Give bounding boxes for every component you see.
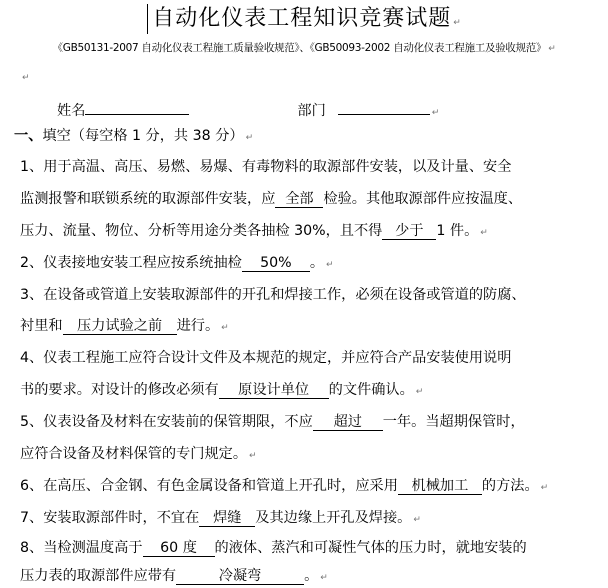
paragraph-mark-icon: ↵ bbox=[540, 483, 549, 493]
paragraph-mark-icon: ↵ bbox=[548, 44, 556, 54]
answer-blank: 焊缝 bbox=[199, 508, 255, 527]
answer-blank: 50% bbox=[242, 253, 310, 272]
question-text: 压力表的取源部件应带有 bbox=[20, 568, 177, 584]
question-text: 书的要求。对设计的修改必须有 bbox=[20, 382, 219, 398]
question-5-line-1 bbox=[20, 412, 600, 432]
paragraph-mark-icon: ↵ bbox=[245, 133, 254, 143]
question-7 bbox=[20, 508, 600, 530]
section-heading bbox=[14, 126, 600, 148]
question-4-line-1 bbox=[20, 348, 600, 368]
question-3-line-2 bbox=[20, 316, 600, 338]
question-text: 的方法。 bbox=[481, 478, 539, 494]
question-1-line-1 bbox=[20, 157, 600, 177]
question-2 bbox=[20, 253, 600, 275]
answer-blank: 原设计单位 bbox=[219, 380, 329, 399]
name-field[interactable] bbox=[85, 96, 189, 115]
question-1-line-2 bbox=[20, 189, 600, 209]
question-1-line-3 bbox=[20, 221, 600, 243]
section-number: 一、 bbox=[14, 128, 43, 144]
question-text: 的文件确认。 bbox=[328, 382, 414, 398]
question-3-line-1 bbox=[20, 285, 600, 305]
question-text: 4、仪表工程施工应符合设计文件及本规范的规定，并应符合产品安装使用说明 bbox=[20, 350, 512, 366]
question-text: 进行。 bbox=[176, 318, 220, 334]
title-block bbox=[0, 4, 608, 34]
question-text: 监测报警和联锁系统的取源部件安装，应 bbox=[20, 191, 276, 207]
answer-blank: 少于 bbox=[382, 221, 436, 240]
answer-blank: 全部 bbox=[275, 189, 323, 208]
paragraph-mark-icon: ↵ bbox=[221, 323, 229, 333]
question-text: 衬里和 bbox=[20, 318, 63, 334]
question-text: 3、在设备或管道上安装取源部件的开孔和焊接工作，必须在设备或管道的防腐、 bbox=[20, 287, 526, 303]
question-text: 2、仪表接地安装工程应按系统抽检 bbox=[20, 255, 242, 271]
question-text: 1、用于高温、高压、易燃、易爆、有毒物料的取源部件安装，以及计量、安全 bbox=[20, 159, 512, 175]
question-6 bbox=[20, 476, 600, 498]
question-text: 5、仪表设备及材料在安装前的保管期限，不应 bbox=[20, 414, 313, 430]
question-text: 1 件。 bbox=[436, 223, 479, 239]
question-text: 7、安装取源部件时，不宜在 bbox=[20, 510, 200, 526]
paragraph-mark-icon: ↵ bbox=[453, 18, 461, 28]
subtitle bbox=[0, 40, 608, 55]
question-text: 8、当检测温度高于 bbox=[20, 540, 143, 556]
dept-label: 部门 bbox=[297, 103, 326, 119]
page-title: 自动化仪表工程知识竞赛试题 bbox=[147, 4, 451, 34]
paragraph-mark-icon: ↵ bbox=[413, 515, 421, 525]
question-8-line-1 bbox=[20, 538, 600, 558]
question-8-line-2 bbox=[20, 566, 600, 588]
paragraph-mark-icon: ↵ bbox=[415, 387, 424, 397]
question-text: 检验。其他取源部件应按温度、 bbox=[323, 191, 523, 207]
name-dept-row bbox=[57, 96, 600, 123]
name-label: 姓名 bbox=[57, 103, 86, 119]
answer-blank: 压力试验之前 bbox=[63, 316, 177, 335]
empty-line bbox=[20, 66, 600, 88]
question-4-line-2 bbox=[20, 380, 600, 402]
dept-field[interactable] bbox=[338, 96, 430, 115]
question-text: 应符合设备及材料保管的专门规定。 bbox=[20, 446, 248, 462]
answer-blank: 冷凝弯 bbox=[176, 566, 304, 585]
question-text: 6、在高压、合金钢、有色金属设备和管道上开孔时，应采用 bbox=[20, 478, 398, 494]
question-text: 及其边缘上开孔及焊接。 bbox=[255, 510, 412, 526]
question-text: 一年。当超期保管时， bbox=[382, 414, 525, 430]
section-title: 填空（每空格 1 分，共 38 分） bbox=[42, 128, 244, 144]
question-text: 压力、流量、物位、分析等用途分类各抽检 30%，且不得 bbox=[20, 223, 383, 239]
answer-blank: 60 度 bbox=[143, 538, 215, 557]
paragraph-mark-icon: ↵ bbox=[249, 451, 257, 461]
standards-reference: 《GB50131-2007 自动化仪表工程施工质量验收规范》、《GB50093-2002 自动化仪表工程施工及验收规范》 bbox=[52, 42, 547, 54]
paragraph-mark-icon: ↵ bbox=[480, 228, 488, 238]
paragraph-mark-icon: ↵ bbox=[22, 73, 30, 83]
question-text: 。 bbox=[309, 255, 325, 271]
answer-blank: 超过 bbox=[313, 412, 383, 431]
question-text: 。 bbox=[304, 568, 319, 584]
question-text: 的液体、蒸汽和可凝性气体的压力时，就地安装的 bbox=[214, 540, 527, 556]
answer-blank: 机械加工 bbox=[398, 476, 482, 495]
paragraph-mark-icon: ↵ bbox=[320, 573, 328, 583]
question-5-line-2 bbox=[20, 444, 600, 466]
paragraph-mark-icon: ↵ bbox=[326, 260, 334, 270]
paragraph-mark-icon: ↵ bbox=[431, 108, 440, 118]
